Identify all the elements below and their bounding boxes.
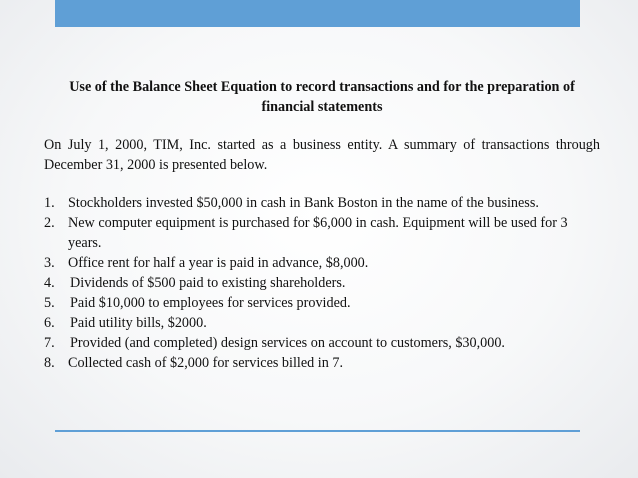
footer-divider <box>55 430 580 432</box>
list-item <box>44 193 600 213</box>
list-item-number: 3. <box>44 255 55 271</box>
list-item-number: 5. <box>44 295 55 311</box>
intro-paragraph: On July 1, 2000, TIM, Inc. started as a business entity. A summary of transactions through December 31, 2000 is presented below. <box>44 137 600 173</box>
list-item-text: New computer equipment is purchased for $6,000 in cash. Equipment will be used for 3 years. <box>68 215 568 251</box>
list-item-number: 6. <box>44 315 55 331</box>
list-item-text: Collected cash of $2,000 for services billed in 7. <box>68 355 344 371</box>
slide-title: Use of the Balance Sheet Equation to record transactions and for the preparation of financial statements <box>69 79 575 115</box>
header-accent-bar <box>55 0 580 27</box>
slide-content <box>44 77 600 373</box>
list-item-text: Office rent for half a year is paid in advance, $8,000. <box>68 255 369 271</box>
list-item-text: Dividends of $500 paid to existing shareholders. <box>70 275 346 291</box>
list-item <box>44 273 600 293</box>
list-item-text: Paid utility bills, $2000. <box>70 315 207 331</box>
transaction-list <box>44 193 600 373</box>
list-item-text: Paid $10,000 to employees for services provided. <box>70 295 351 311</box>
list-item <box>44 313 600 333</box>
list-item <box>44 333 600 353</box>
list-item-number: 7. <box>44 335 55 351</box>
list-item-number: 4. <box>44 275 55 291</box>
list-item <box>44 213 600 253</box>
list-item-text: Provided (and completed) design services on account to customers, $30,000. <box>70 335 505 351</box>
list-item <box>44 353 600 373</box>
list-item-number: 1. <box>44 195 55 211</box>
list-item-number: 2. <box>44 215 55 231</box>
list-item-text: Stockholders invested $50,000 in cash in Bank Boston in the name of the business. <box>68 195 539 211</box>
list-item <box>44 293 600 313</box>
list-item <box>44 253 600 273</box>
list-item-number: 8. <box>44 355 55 371</box>
